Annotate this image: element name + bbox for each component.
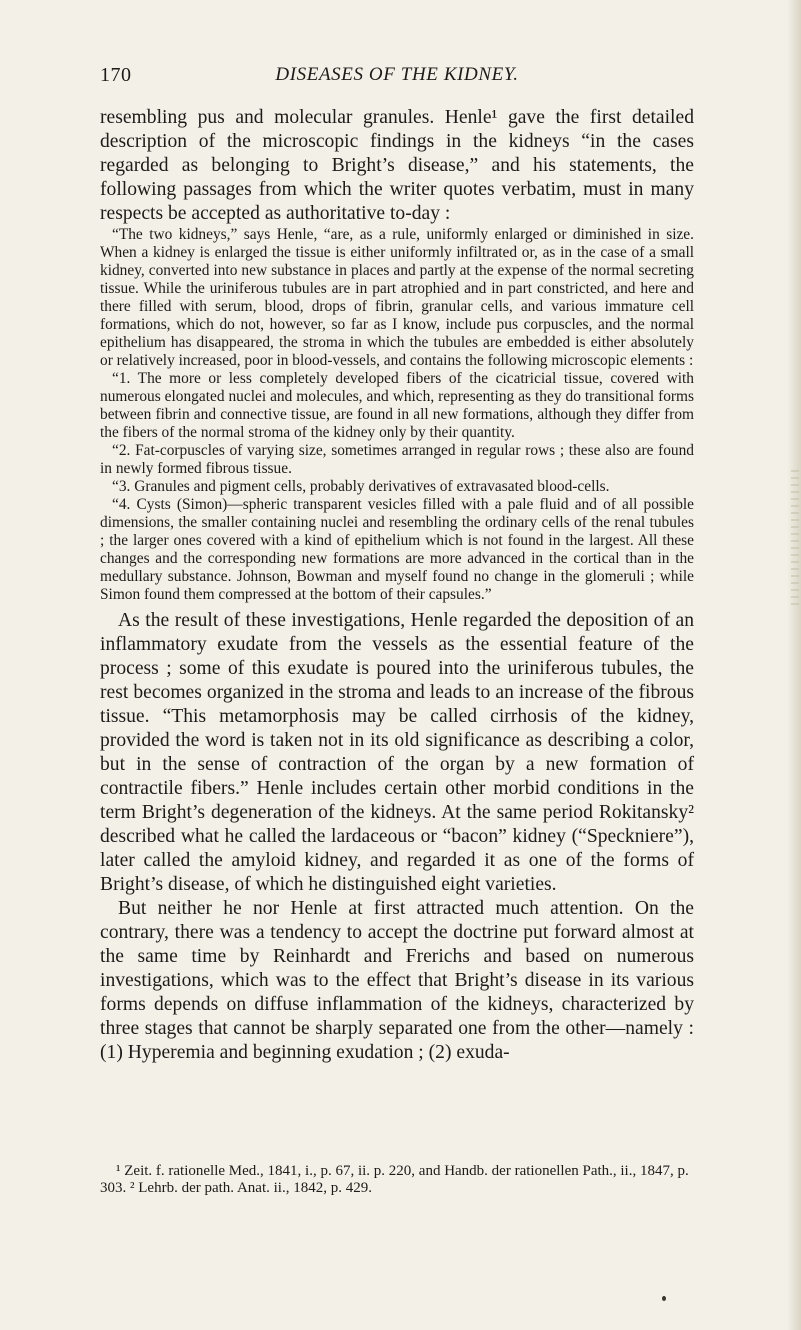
paragraph-reinhardt-frerichs: But neither he nor Henle at first attracted much attention. On the contrary, there was a tendency to accept the doctrine put forward almost at the same time by Reinhardt and Frerichs and based on numerous investigations, which was to the effect that Bright’s disease in its various forms depends on diffuse inflammation of the kidneys, characterized by three stages that cannot be sharply separated one from the other—namely : (1) Hyperemia and beginning exudation ; (2) exuda- (100, 898, 694, 1063)
page-header (100, 64, 694, 92)
quote-item-4: “4. Cysts (Simon)—spheric transparent vesicles filled with a pale fluid and of all possible dimensions, the smaller containing nuclei and resembling the ordinary cells of the renal tubules ; the larger ones covered with a kind of epithelium which is not found in the largest. All these changes and the corresponding new formations are more advanced in the cortical than in the medullary substance. Johnson, Bowman and myself found no change in the glomeruli ; while Simon found them compressed at the bottom of their capsules.” (100, 496, 694, 603)
footnote-1-2: ¹ Zeit. f. rationelle Med., 1841, i., p. 67, ii. p. 220, and Handb. der rationellen Path., ii., 1847, p. 303. ² Lehrb. der path. Anat. ii., 1842, p. 429. (100, 1163, 689, 1196)
quote-item-3: “3. Granules and pigment cells, probably derivatives of extravasated blood-cells. (112, 478, 610, 495)
footnotes (100, 1163, 694, 1197)
quote-henle-intro: “The two kidneys,” says Henle, “are, as a rule, uniformly enlarged or diminished in size. When a kidney is enlarged the tissue is either uniformly infiltrated or, as in the case of a small kidney, converted into new substance in places and partly at the expense of the normal secreting tissue. While the uriniferous tubules are in part atrophied and in part constricted, and here and there filled with serum, blood, drops of fibrin, granular cells, and various immature cell formations, which do not, however, so far as I know, include pus corpuscles, and the normal epithelium has disappeared, the stroma in which the tubules are embedded is either absolutely or relatively increased, poor in blood-vessels, and contains the following microscopic elements : (100, 226, 694, 369)
page-edge-marks (791, 470, 799, 610)
page-body (100, 106, 694, 1065)
running-title: DISEASES OF THE KIDNEY. (275, 64, 519, 85)
page-edge-shadow (787, 0, 801, 1330)
print-speck (662, 1296, 666, 1301)
quote-item-1: “1. The more or less completely developed fibers of the cicatricial tissue, covered with numerous elongated nuclei and molecules, and which, representing as they do transitional forms between fibrin and connective tissue, are found in all new formations, although they differ from the fibers of the normal stroma of the kidney only by their quantity. (100, 370, 694, 441)
quote-item-2: “2. Fat-corpuscles of varying size, sometimes arranged in regular rows ; these also are found in newly formed fibrous tissue. (100, 442, 694, 477)
page-number: 170 (100, 64, 132, 86)
paragraph-intro: resembling pus and molecular granules. Henle¹ gave the first detailed description of the microscopic findings in the kidneys “in the cases regarded as belonging to Bright’s disease,” and his statements, the following passages from which the writer quotes verbatim, must in many respects be accepted as authoritative to-day : (100, 107, 694, 224)
paragraph-henle-result: As the result of these investigations, Henle regarded the deposition of an inflammatory exudate from the vessels as the essential feature of the process ; some of this exudate is poured into the uriniferous tubules, the rest becomes organized in the stroma and leads to an increase of the fibrous tissue. “This metamorphosis may be called cirrhosis of the kidney, provided the word is taken not in its old significance as describing a color, but in the sense of contraction of the organ by a new formation of contractile fibers.” Henle includes certain other morbid conditions in the term Bright’s degeneration of the kidneys. At the same period Rokitansky² described what he called the lardaceous or “bacon” kidney (“Speckniere”), later called the amyloid kidney, and regarded it as one of the forms of Bright’s disease, of which he distinguished eight varieties. (100, 610, 694, 895)
